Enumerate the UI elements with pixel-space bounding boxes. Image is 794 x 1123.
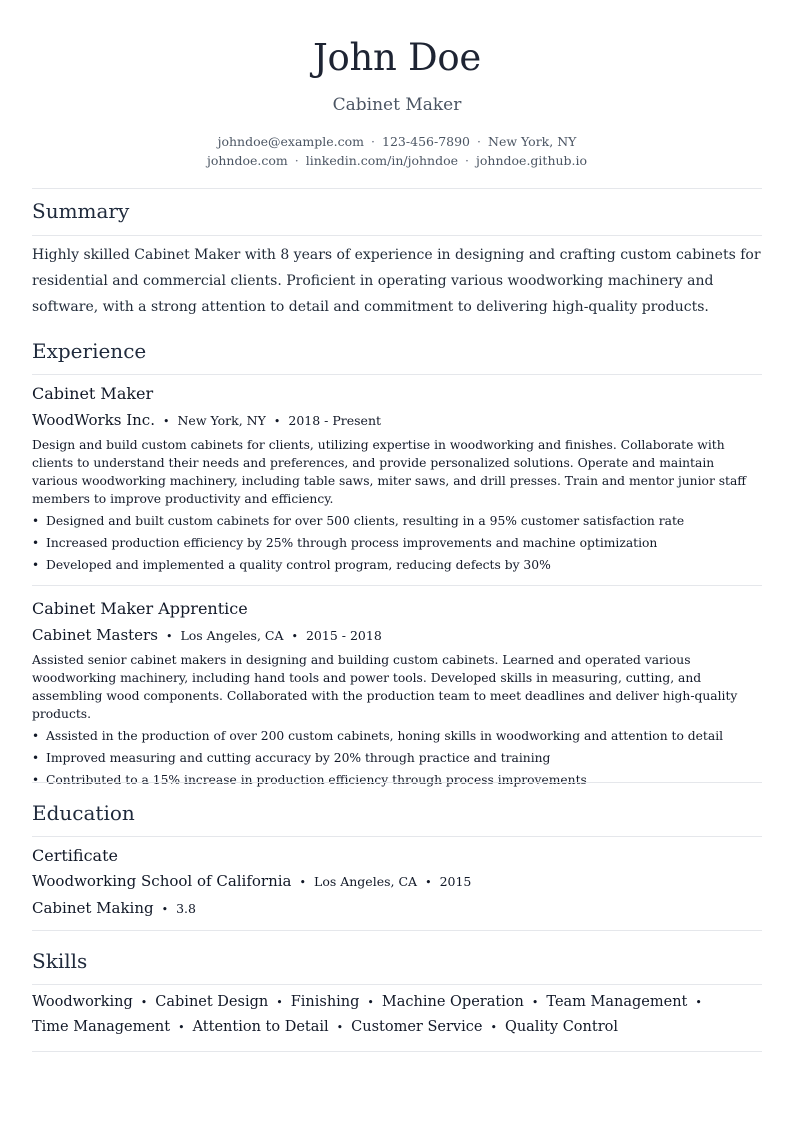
skills-list <box>32 990 762 1040</box>
divider <box>32 374 762 375</box>
separator: · <box>371 134 376 149</box>
job-location: Los Angeles, CA <box>180 628 284 643</box>
bullet-separator: • <box>276 996 283 1009</box>
divider <box>32 188 762 189</box>
website-link[interactable]: johndoe.com <box>206 153 288 168</box>
list-item: • Assisted in the production of over 200 custom cabinets, honing skills in woodworking and attention to detail <box>32 725 762 747</box>
job-entry <box>32 598 762 791</box>
field-of-study: Cabinet Making <box>32 899 154 917</box>
section-title-education: Education <box>32 801 135 825</box>
divider <box>32 782 762 783</box>
school-name: Woodworking School of California <box>32 872 292 890</box>
skill-item: Quality Control <box>504 1019 618 1035</box>
skill-item: Machine Operation <box>381 994 524 1010</box>
location-text: New York, NY <box>488 134 577 149</box>
divider <box>32 1051 762 1052</box>
skill-item: Team Management <box>546 994 688 1010</box>
candidate-title: Cabinet Maker <box>332 95 462 115</box>
job-location: New York, NY <box>177 413 266 428</box>
bullet-separator: • <box>531 996 539 1009</box>
skill-item: Attention to Detail <box>192 1019 329 1035</box>
skills-row <box>32 1015 762 1040</box>
company-name: WoodWorks Inc. <box>32 411 155 429</box>
experience-section <box>32 338 762 364</box>
section-title-experience: Experience <box>32 339 147 363</box>
bullet-separator: • <box>299 876 307 889</box>
bullet-separator: • <box>165 630 173 643</box>
bullet-separator: • <box>273 415 281 428</box>
school-location: Los Angeles, CA <box>314 874 418 889</box>
divider <box>32 585 762 586</box>
skill-item: Finishing <box>290 994 360 1010</box>
phone-text: 123-456-7890 <box>382 134 471 149</box>
list-item: • Increased production efficiency by 25% through process improvements and machine optimization <box>32 532 762 554</box>
list-item: • Designed and built custom cabinets for over 500 clients, resulting in a 95% customer satisfaction rate <box>32 510 762 532</box>
degree-title: Certificate <box>32 846 118 865</box>
divider <box>32 930 762 931</box>
linkedin-link[interactable]: linkedin.com/in/johndoe <box>305 153 459 168</box>
separator: · <box>294 153 299 168</box>
email-link[interactable]: johndoe@example.com <box>217 134 365 149</box>
github-link[interactable]: johndoe.github.io <box>476 153 588 168</box>
skills-row <box>32 990 762 1015</box>
job-dates: 2015 - 2018 <box>305 628 382 643</box>
job-meta <box>32 625 762 647</box>
gpa-value: 3.8 <box>176 901 196 916</box>
bullet-separator: • <box>425 876 432 889</box>
achievement-list <box>32 510 762 576</box>
bullet-separator: • <box>140 996 148 1009</box>
graduation-year: 2015 <box>439 874 472 889</box>
skill-item: Customer Service <box>351 1019 483 1035</box>
bullet-separator: • <box>367 996 374 1009</box>
list-item: • Developed and implemented a quality control program, reducing defects by 30% <box>32 554 762 576</box>
job-dates: 2018 - Present <box>288 413 382 428</box>
summary-body <box>32 242 762 320</box>
bullet-separator: • <box>178 1021 185 1034</box>
separator: · <box>465 153 470 168</box>
education-meta <box>32 871 762 893</box>
job-entry <box>32 383 762 576</box>
summary-text: Highly skilled Cabinet Maker with 8 years of experience in designing and crafting custom cabinets for residential and commercial clients. Proficient in operating various woodworking machinery and software, with a strong attention to detail and commitment to delivering high-quality products. <box>32 247 761 315</box>
bullet-separator: • <box>291 630 298 643</box>
contact-row-2 <box>32 151 762 170</box>
candidate-name: John Doe <box>313 36 481 79</box>
list-item: • Contributed to a 15% increase in production efficiency through process improvements <box>32 769 762 791</box>
skill-item: Time Management <box>32 1019 171 1035</box>
education-field-row <box>32 898 762 920</box>
section-title-summary: Summary <box>32 199 130 223</box>
bullet-separator: • <box>695 996 702 1009</box>
company-name: Cabinet Masters <box>32 626 158 644</box>
divider <box>32 836 762 837</box>
bullet-separator: • <box>161 903 169 916</box>
bullet-separator: • <box>162 415 170 428</box>
job-title: Cabinet Maker <box>32 384 154 403</box>
bullet-separator: • <box>490 1021 497 1034</box>
job-title: Cabinet Maker Apprentice <box>32 599 248 618</box>
summary-section <box>32 198 762 224</box>
separator: · <box>477 134 481 149</box>
job-meta <box>32 410 762 432</box>
contact-row-1 <box>32 132 762 151</box>
bullet-separator: • <box>336 1021 344 1034</box>
job-description: Assisted senior cabinet makers in designing and building custom cabinets. Learned and operated various woodworking machinery, including hand tools and power tools. Developed skills in measuring, cutting, and assembling wood components. Collaborated with the production team to meet deadlines and deliver high-quality products. <box>32 653 738 721</box>
list-item: • Improved measuring and cutting accuracy by 20% through practice and training <box>32 747 762 769</box>
education-section <box>32 800 762 826</box>
skill-item: Woodworking <box>32 994 133 1010</box>
education-entry <box>32 845 762 920</box>
job-description: Design and build custom cabinets for clients, utilizing expertise in woodworking and finishes. Collaborate with clients to understand their needs and preferences, and provide personalized solutions. Operate and maintain various woodworking machinery, including table saws, miter saws, and drill presses. Train and mentor junior staff members to improve productivity and efficiency. <box>32 438 747 506</box>
section-title-skills: Skills <box>32 949 88 973</box>
skills-section <box>32 948 762 974</box>
divider <box>32 235 762 236</box>
divider <box>32 984 762 985</box>
skill-item: Cabinet Design <box>155 994 269 1010</box>
